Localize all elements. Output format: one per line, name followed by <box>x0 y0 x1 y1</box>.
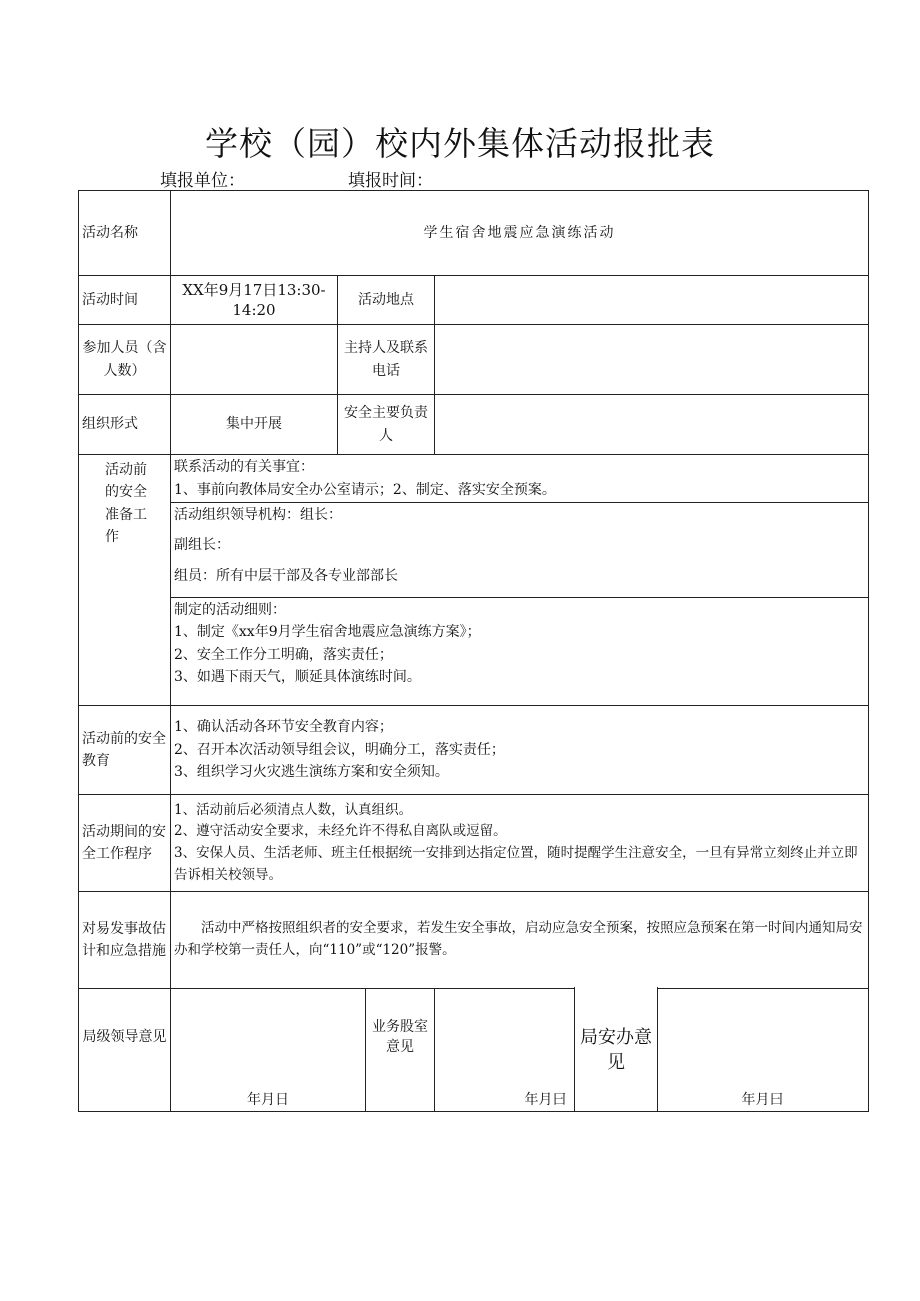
business-date: 年月曰 <box>435 1087 657 1112</box>
org-form-value[interactable]: 集中开展 <box>171 395 338 455</box>
education-item-2: 2、召开本次活动领导组会议，明确分工，落实责任； <box>174 741 505 758</box>
prep-org-cell <box>171 503 869 598</box>
education-cell <box>171 706 869 795</box>
safety-office-opinion-area[interactable] <box>657 989 869 1087</box>
procedure-item-3: 3、安保人员、生活老师、班主任根据统一安排到达指定位置，随时提醒学生注意安全，一旦有异常立刻终止并立即告诉相关校领导。 <box>174 845 858 883</box>
page-title: 学校（园）校内外集体活动报批表 <box>205 124 715 163</box>
prep-rules-1: 1、制定《xx年9月学生宿舍地震应急演练方案》； <box>174 624 481 641</box>
participants-value[interactable] <box>171 325 338 395</box>
fill-unit-label: 填报单位： <box>160 171 245 191</box>
emergency-content: 活动中严格按照组织者的安全要求，若发生安全事故，启动应急安全预案，按照应急预案在第一时间内通知局安办和学校第一责任人，向“110”或“120”报警。 <box>171 892 869 989</box>
activity-name-value[interactable]: 学生宿舍地震应急演练活动 <box>171 191 869 276</box>
prep-rules-3: 3、如遇下雨天气，顺延具体演练时间。 <box>174 669 421 686</box>
safety-office-label-box <box>574 987 658 1111</box>
prep-org-deputy: 副组长： <box>174 537 230 554</box>
prep-org-members: 组员：所有中层干部及各专业部部长 <box>174 567 398 584</box>
org-form-label: 组织形式 <box>79 395 171 455</box>
bureau-leader-opinion[interactable] <box>171 989 366 1087</box>
prep-org-title: 活动组织领导机构：组长： <box>174 507 342 523</box>
approval-form-table <box>78 190 869 1112</box>
bureau-leader-label: 局级领导意见 <box>79 989 171 1087</box>
procedure-label: 活动期间的安全工作程序 <box>79 795 171 892</box>
prep-rules-2: 2、安全工作分工明确，落实责任； <box>174 646 393 663</box>
procedure-item-1: 1、活动前后必须清点人数，认真组织。 <box>174 801 413 818</box>
bureau-date: 年月日 <box>171 1087 366 1112</box>
host-label: 主持人及联系电话 <box>338 325 435 395</box>
procedure-cell <box>171 795 869 892</box>
education-label: 活动前的安全教育 <box>79 706 171 795</box>
prep-contact-cell <box>171 455 869 503</box>
location-value[interactable] <box>435 276 869 325</box>
prep-rules-cell <box>171 598 869 706</box>
activity-time-value[interactable]: XX年9月17日13:30-14:20 <box>171 276 338 325</box>
participants-label: 参加人员（含人数） <box>79 325 171 395</box>
host-value[interactable] <box>435 325 869 395</box>
business-dept-label: 业务股室意见 <box>366 989 435 1087</box>
activity-name-label: 活动名称 <box>79 191 171 276</box>
prep-rules-title: 制定的活动细则： <box>174 602 286 618</box>
prep-contact-title: 联系活动的有关事宜： <box>174 459 314 476</box>
prep-label: 活动前的安全准备工作 <box>79 455 171 706</box>
safety-head-label: 安全主要负责人 <box>338 395 435 455</box>
safety-head-value[interactable] <box>435 395 869 455</box>
emergency-label: 对易发事故估计和应急措施 <box>79 892 171 989</box>
fill-time-label: 填报时间： <box>348 171 433 191</box>
location-label: 活动地点 <box>338 276 435 325</box>
education-item-3: 3、组织学习火灾逃生演练方案和安全须知。 <box>174 764 449 781</box>
prep-contact-item: 1、事前向教体局安全办公室请示；2、制定、落实安全预案。 <box>174 481 556 498</box>
safety-date: 年月曰 <box>657 1087 869 1112</box>
procedure-item-2: 2、遵守活动安全要求，未经允许不得私自离队或逗留。 <box>174 823 507 840</box>
activity-time-label: 活动时间 <box>79 276 171 325</box>
safety-office-label: 局安办意见 <box>580 1027 652 1074</box>
education-item-1: 1、确认活动各环节安全教育内容； <box>174 719 393 736</box>
